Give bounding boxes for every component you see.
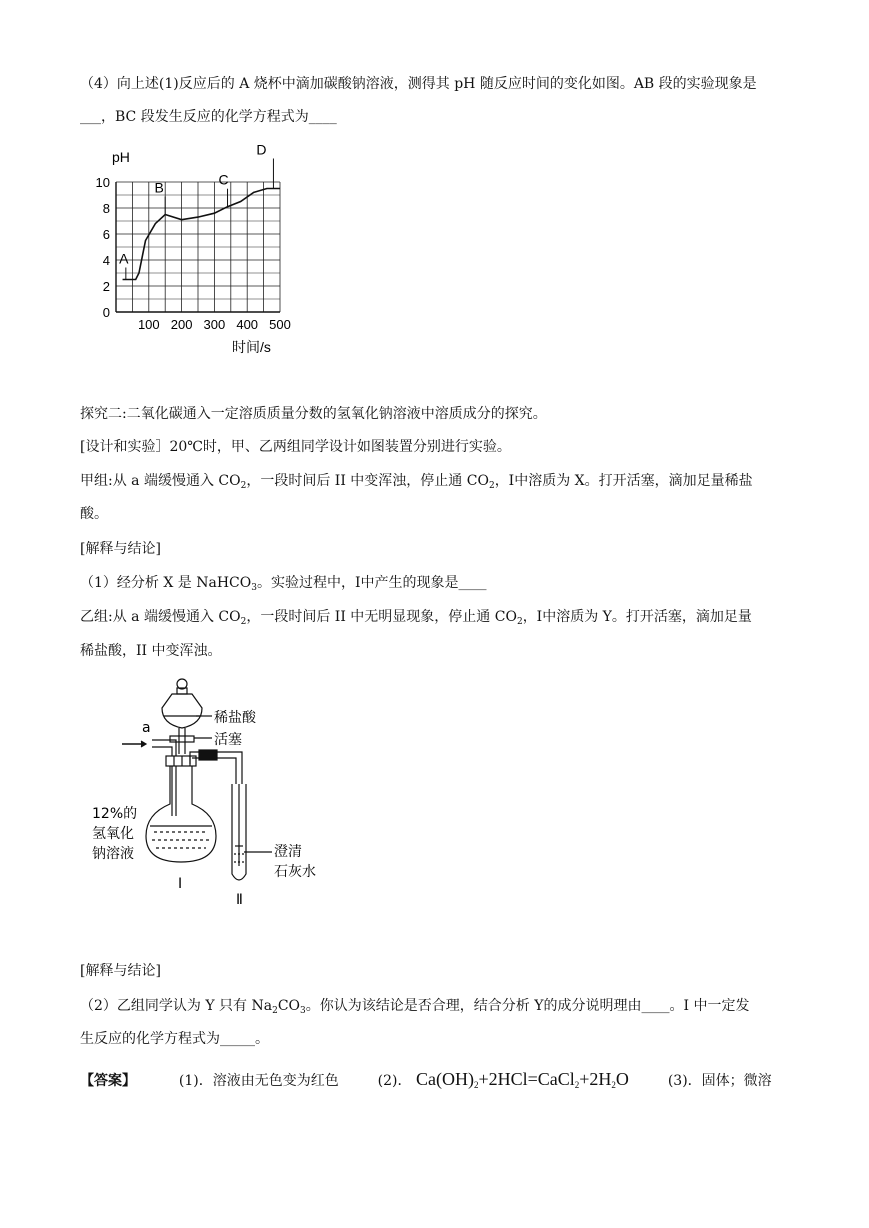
answer-line [80, 1069, 772, 1095]
point-label-d: D [256, 144, 267, 158]
rubber-stopper [166, 756, 196, 766]
conclusion-1-title: [解释与结论] [80, 541, 161, 557]
x-tick-label: 500 [269, 317, 291, 332]
point-label-b: B [154, 179, 164, 196]
answer-1: (1)．溶液由无色变为红色 [178, 1073, 339, 1089]
label-naoh-1: 12%的 [92, 806, 138, 822]
groupB-line-1: 乙组:从 a 端缓慢通入 $CO_2$，一段时间后 II 中无明显现象，停止通 $CO_2$，Ⅰ中溶质为 Y。打开活塞，滴加足量 [80, 609, 752, 627]
explore2-design: [设计和实验］20℃时，甲、乙两组同学设计如图装置分别进行实验。 [80, 439, 511, 455]
y-tick-label: 2 [102, 279, 110, 294]
label-naoh-3: 钠溶液 [92, 846, 134, 862]
explore2-title: 探究二:二氧化碳通入一定溶质质量分数的氢氧化钠溶液中溶质成分的探究。 [80, 406, 547, 422]
q4-line-1: （4）向上述(1)反应后的 A 烧杯中滴加碳酸钠溶液，测得其 pH 随反应时间的变化如图。AB 段的实验现象是 [80, 76, 757, 92]
label-limewater-2: 石灰水 [274, 864, 316, 880]
x-axis-label: 时间/s [232, 339, 271, 355]
stopcock [170, 736, 194, 742]
groupA-line-1: 甲组:从 a 端缓慢通入 $CO_2$，一段时间后 II 中变浑浊，停止通 $CO_2$，Ⅰ中溶质为 X。打开活塞，滴加足量稀盐 [80, 473, 753, 491]
label-limewater-1: 澄清 [274, 844, 302, 860]
y-tick-label: 10 [95, 175, 110, 190]
label-dilute-hcl: 稀盐酸 [214, 710, 256, 726]
x-tick-label: 400 [236, 317, 259, 332]
q2-line-1: （2）乙组同学认为 Y 只有 $Na_2CO_3$。你认为该结论是否合理，结合分析 Y的成分说明理由____。I 中一定发 [80, 998, 750, 1016]
label-I: Ⅰ [178, 876, 183, 892]
ph-chart [86, 144, 306, 359]
q4-line-2: ___，BC 段发生反应的化学方程式为____ [80, 109, 337, 125]
y-axis-label: pH [112, 149, 130, 165]
answer-3: (3)．固体；微溶 [667, 1073, 772, 1089]
y-tick-label: 6 [102, 227, 110, 242]
y-tick-label: 4 [102, 253, 110, 268]
point-label-a: A [119, 250, 129, 267]
q1-line: （1）经分析 X 是 NaHCO$_3$。实验过程中，Ⅰ中产生的现象是____ [80, 575, 487, 593]
point-label-c: C [218, 171, 229, 188]
apparatus-diagram [84, 676, 344, 911]
label-II: Ⅱ [236, 892, 243, 908]
x-tick-label: 300 [203, 317, 226, 332]
groupA-line-2: 酸。 [80, 506, 108, 522]
answer-2-label: (2)． [377, 1073, 412, 1089]
groupB-line-2: 稀盐酸，II 中变浑浊。 [80, 643, 222, 659]
answer-2-equation: $Ca(OH)_2+2HCl=CaCl_2+2H_2O$ [415, 1069, 629, 1090]
x-tick-label: 200 [170, 317, 193, 332]
gas-inlet-tube [152, 740, 176, 816]
conclusion-2-title: [解释与结论] [80, 963, 161, 979]
label-stopcock: 活塞 [214, 732, 242, 748]
chart-grid [116, 179, 280, 312]
label-a: a [142, 720, 151, 736]
answer-tag: 【答案】 [80, 1073, 136, 1089]
y-tick-label: 8 [102, 201, 110, 216]
label-naoh-2: 氢氧化 [92, 826, 134, 842]
separatory-funnel [162, 694, 202, 728]
x-tick-label: 100 [137, 317, 160, 332]
y-tick-label: 0 [102, 305, 110, 320]
q2-line-2: 生反应的化学方程式为_____。 [80, 1031, 269, 1047]
